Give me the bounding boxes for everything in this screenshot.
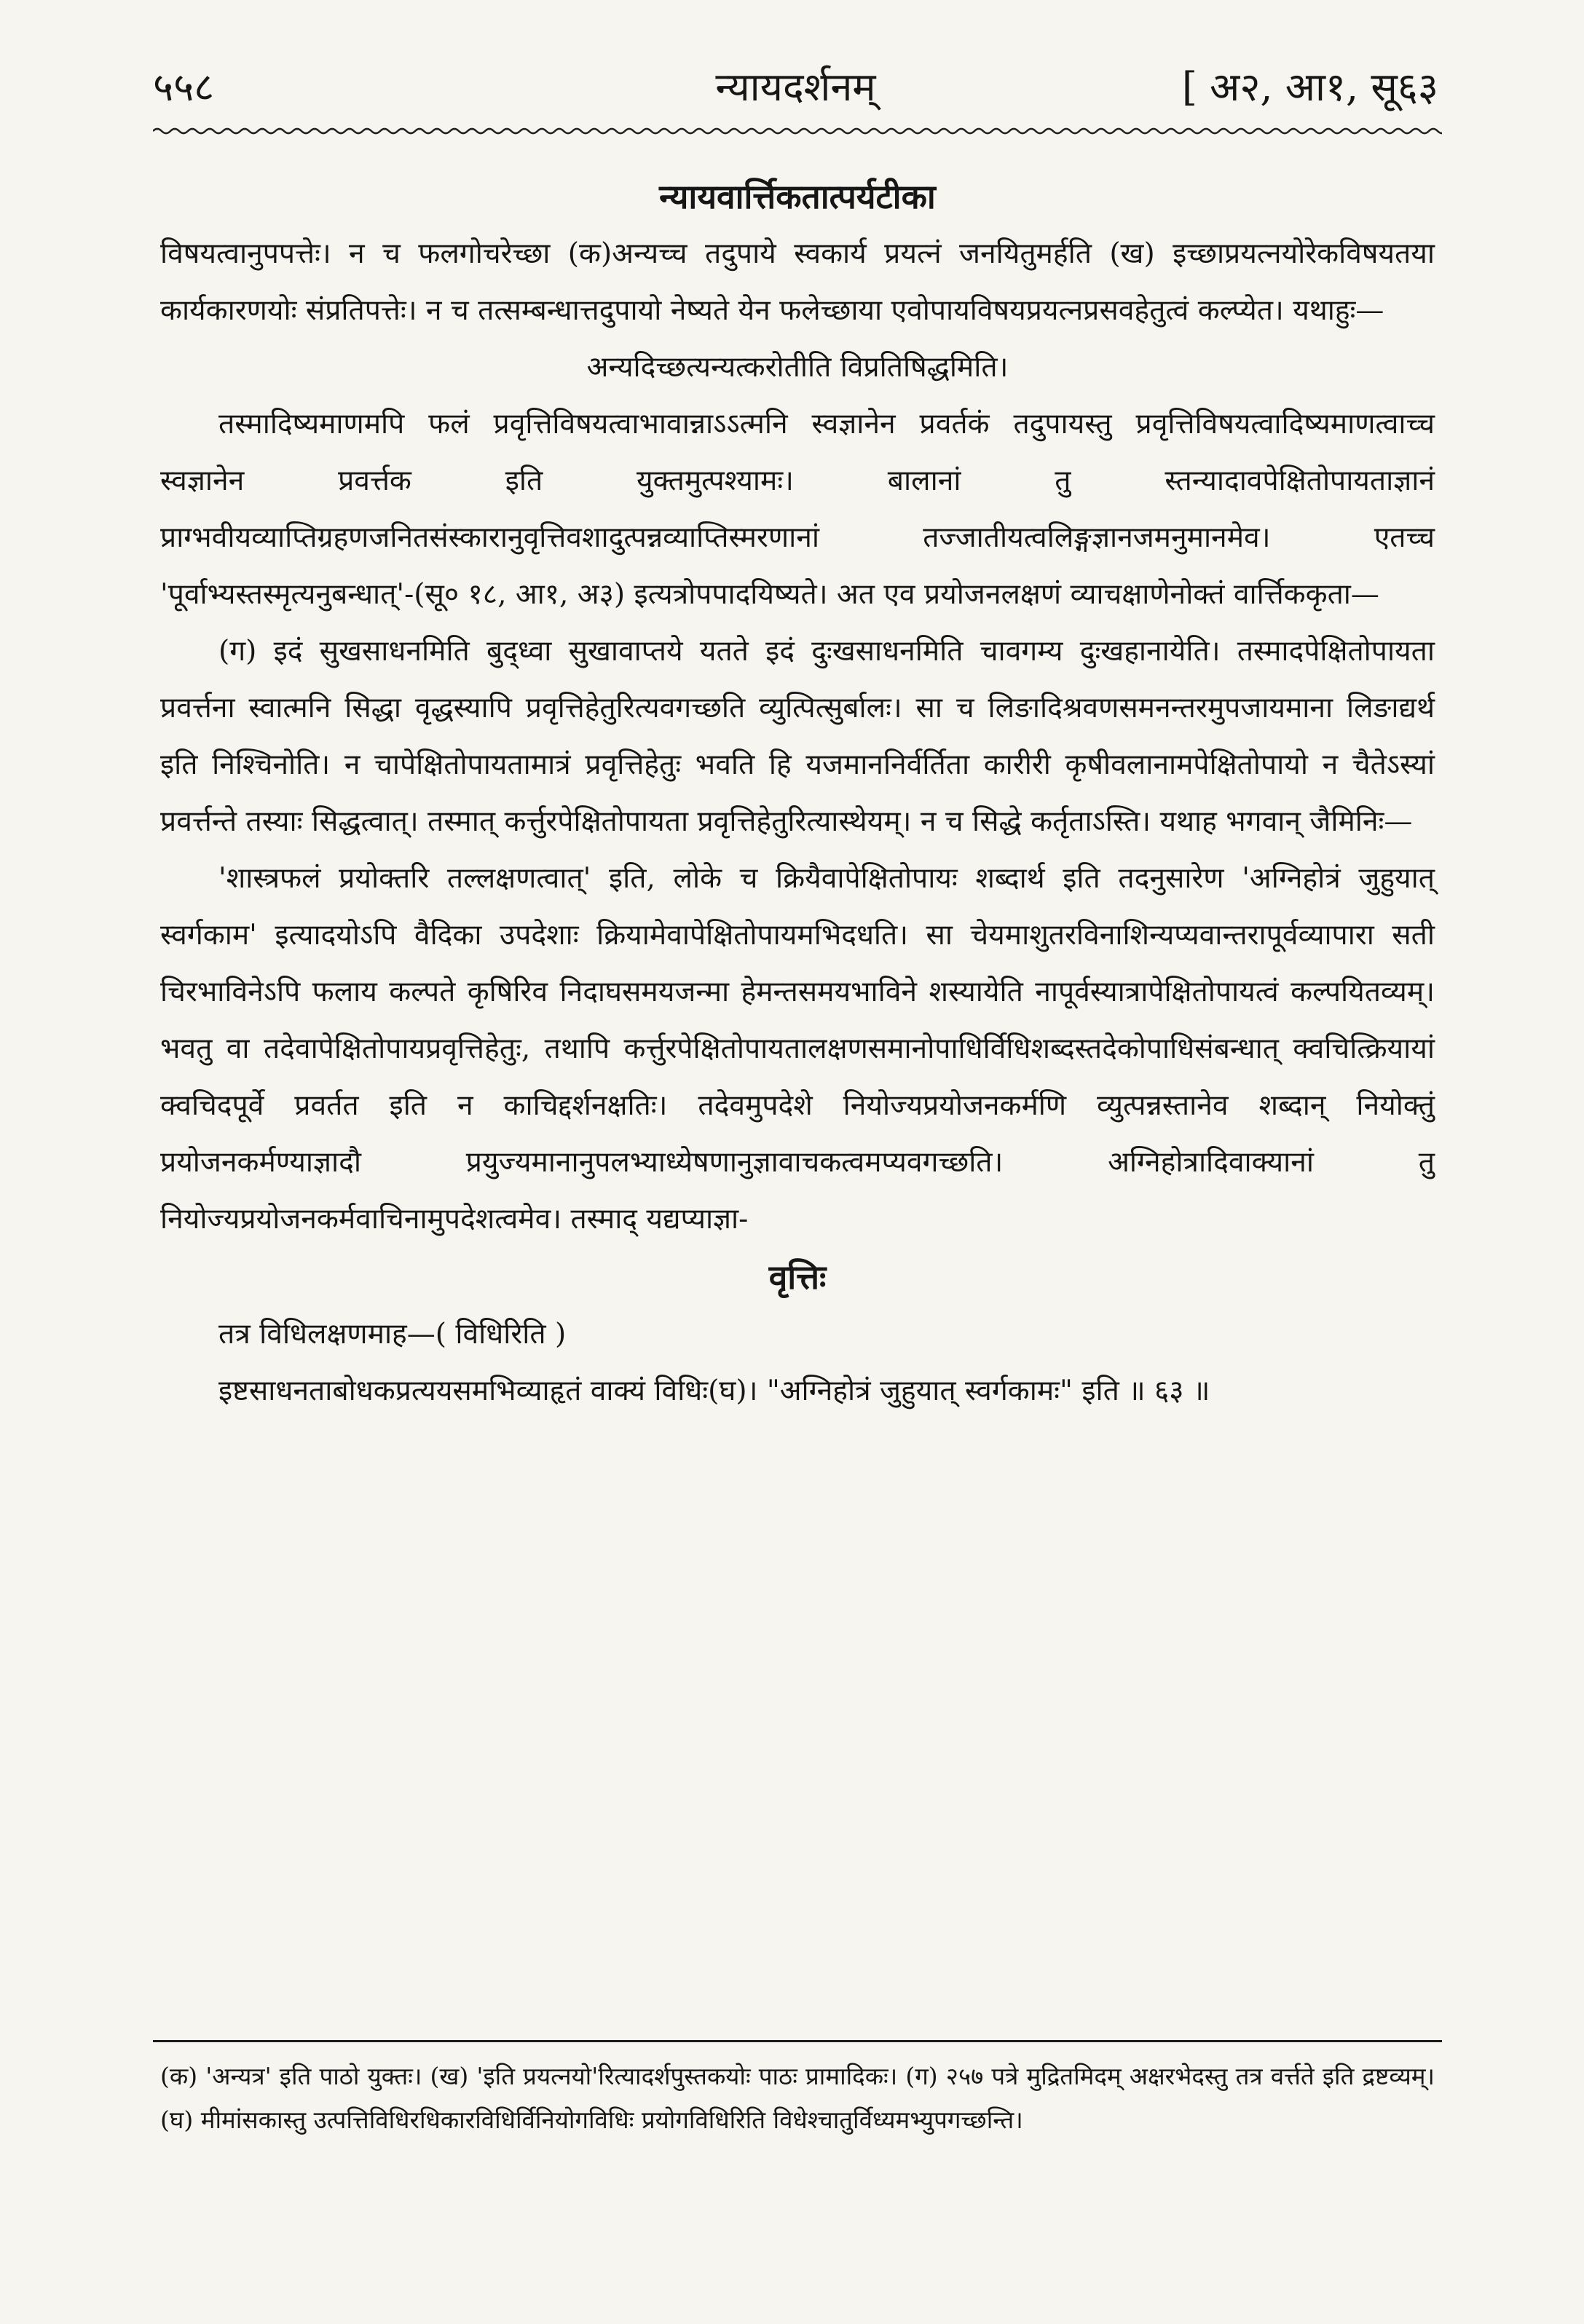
sutra-reference: [ अ२, आ१, सू६३ [1181,64,1438,110]
running-header [153,58,1438,116]
vritti-line: इष्टसाधनताबोधकप्रत्ययसमभिव्याहृतं वाक्यं विधिः(घ)। "अग्निहोत्रं जुहुयात् स्वर्गकामः" इति ॥ ६३ ॥ [218,1375,1210,1407]
quoted-verse: अन्यदिच्छत्यन्यत्करोतीति विप्रतिषिद्धमिति। [586,351,1009,384]
vritti-line: तत्र विधिलक्षणमाह—( विधिरिति ) [218,1318,567,1351]
running-title: न्यायदर्शनम् [715,64,876,110]
footnotes: (क) 'अन्यत्र' इति पाठो युक्तः। (ख) 'इति प्रयत्नयो'रित्यादर्शपुस्तकयोः पाठः प्रामादिकः। (ग) २५७ पत्रे मुद्रितमिदम् अक्षरभेदस्तु तत्र वर्त्तते इति द्रष्टव्यम्। (घ) मीमांसकास्तु उत्पत्तिविधिरधिकारविधिर्विनियोगविधिः प्रयोगविधिरिति विधेश्चातुर्विध्यमभ्युपगच्छन्ति। [160,2062,1435,2134]
commentary-heading: न्यायवार्त्तिकतात्पर्यटीका [659,177,936,216]
page-number: ५५८ [153,64,215,110]
main-text [160,167,1435,1420]
commentary-paragraph: विषयत्वानुपपत्तेः। न च फलगोचरेच्छा (क)अन्यच्च तदुपाये स्वकार्य प्रयत्नं जनयितुमर्हति (ख) इच्छाप्रयत्नयोरेकविषयतया कार्यकारणयोः संप्रतिपत्तेः। न च तत्सम्बन्धात्तदुपायो नेष्यते येन फलेच्छाया एवोपायविषयप्रयत्नप्रसवहेतुत्वं कल्प्येत। यथाहुः— [160,237,1435,327]
commentary-paragraph: (ग) इदं सुखसाधनमिति बुद्ध्वा सुखावाप्तये यतते इदं दुःखसाधनमिति चावगम्य दुःखहानायेति। तस्मादपेक्षितोपायता प्रवर्त्तना स्वात्मनि सिद्धा वृद्धस्यापि प्रवृत्तिहेतुरित्यवगच्छति व्युत्पित्सुर्बालः। सा च लिङादिश्रवणसमनन्तरमुपजायमाना लिङाद्यर्थ इति निश्चिनोति। न चापेक्षितोपायतामात्रं प्रवृत्तिहेतुः भवति हि यजमाननिर्वर्तिता कारीरी कृषीवलानामपेक्षितोपायो न चैतेऽस्यां प्रवर्त्तन्ते तस्याः सिद्धत्वात्। तस्मात् कर्त्तुरपेक्षितोपायता प्रवृत्तिहेतुरित्यास्थेयम्। न च सिद्धे कर्तृताऽस्ति। यथाह भगवान् जैमिनिः— [160,635,1435,838]
commentary-paragraph: 'शास्त्रफलं प्रयोक्तरि तल्लक्षणत्वात्' इति, लोके च क्रियैवापेक्षितोपायः शब्दार्थ इति तदनुसारेण 'अग्निहोत्रं जुहुयात् स्वर्गकाम' इत्यादयोऽपि वैदिका उपदेशाः क्रियामेवापेक्षितोपायमभिदधति। सा चेयमाशुतरविनाशिन्यप्यवान्तरापूर्वव्यापारा सती चिरभाविनेऽपि फलाय कल्पते कृषिरिव निदाघसमयजन्मा हेमन्तसमयभाविने शस्यायेति नापूर्वस्यात्रापेक्षितोपायत्वं कल्पयितव्यम्। भवतु वा तदेवापेक्षितोपायप्रवृत्तिहेतुः, तथापि कर्त्तुरपेक्षितोपायतालक्षणसमानोपाधिर्विधिशब्दस्तदेकोपाधिसंबन्धात् क्वचित्क्रियायां क्वचिदपूर्वे प्रवर्तत इति न काचिद्दर्शनक्षतिः। तदेवमुपदेशे नियोज्यप्रयोजनकर्मणि व्युत्पन्नस्तानेव शब्दान् नियोक्तुं प्रयोजनकर्मण्याज्ञादौ प्रयुज्यमानानुपलभ्याध्येषणानुज्ञावाचकत्वमप्यवगच्छति। अग्निहोत्रादिवाक्यानां तु नियोज्यप्रयोजनकर्मवाचिनामुपदेशत्वमेव। तस्माद् यद्यप्याज्ञा- [160,862,1435,1236]
commentary-paragraph: तस्मादिष्यमाणमपि फलं प्रवृत्तिविषयत्वाभावान्नाऽऽत्मनि स्वज्ञानेन प्रवर्तकं तदुपायस्तु प्रवृत्तिविषयत्वादिष्यमाणत्वाच्च स्वज्ञानेन प्रवर्त्तक इति युक्तमुत्पश्यामः। बालानां तु स्तन्यादावपेक्षितोपायताज्ञानं प्राग्भवीयव्याप्तिग्रहणजनितसंस्कारानुवृत्तिवशादुत्पन्नव्याप्तिस्मरणानां तज्जातीयत्वलिङ्गज्ञानजमनुमानमेव। एतच्च 'पूर्वाभ्यस्तस्मृत्यनुबन्धात्'-(सू० १८, आ१, अ३) इत्यत्रोपपादयिष्यते। अत एव प्रयोजनलक्षणं व्याचक्षाणेनोक्तं वार्त्तिककृता— [160,408,1435,611]
vritti-heading: वृत्तिः [768,1257,827,1297]
header-wavy-rule [153,125,1442,137]
footnote-rule [153,2040,1442,2042]
